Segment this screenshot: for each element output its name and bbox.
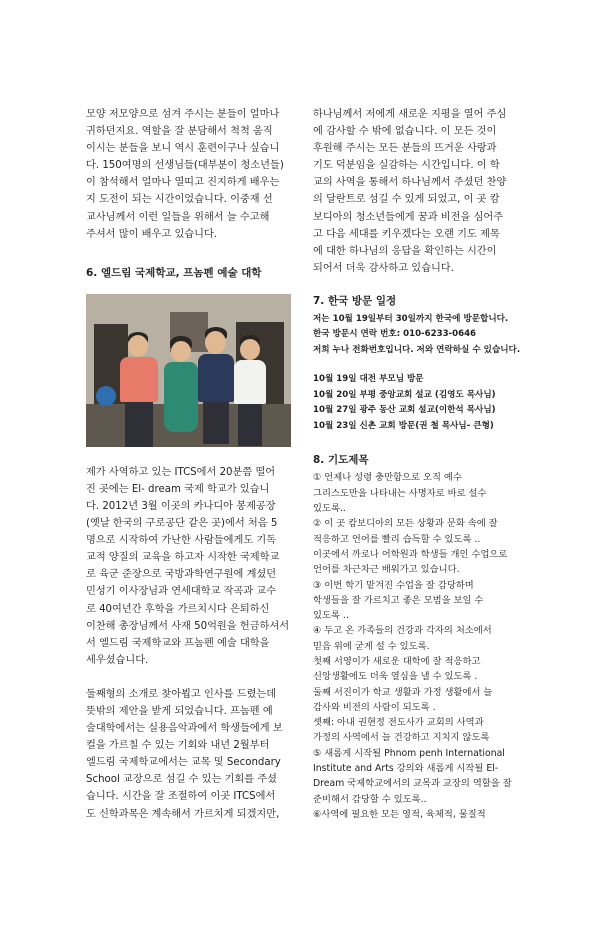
prayer-item: 감사와 비전의 사람이 되도록 .: [313, 701, 436, 713]
text-line: 이 참석해서 얼마나 열띠고 진지하게 배우는: [86, 177, 280, 189]
prayer-list: [313, 470, 518, 822]
right-column: [313, 106, 521, 822]
prayer-item: Dream 국제학교에서의 교목과 교장의 역할을 잘: [313, 778, 512, 790]
text-line: 로 육군 준장으로 국방과학연구원에 계셨던: [86, 569, 277, 581]
text-line: 의 달란트로 섬길 수 있게 되었고, 이 곳 캄: [313, 194, 500, 206]
prayer-item: 적응하고 언어를 빨리 습득할 수 있도록 ..: [313, 533, 481, 545]
prayer-item: ③ 이번 학기 맡겨진 수업을 잘 감당하며: [313, 579, 474, 591]
text-line: (옛날 한국의 구로공단 같은 곳)에서 처음 5: [86, 518, 278, 530]
text-line: 로 40여년간 후학을 가르치시다 은퇴하신: [86, 603, 270, 615]
text-line: 후원해 주시는 모든 분들의 뜨거운 사랑과: [313, 143, 497, 155]
text-line: 귀하던지요. 역할을 잘 분담해서 척척 움직: [86, 126, 273, 138]
text-line: 지 도전이 되는 시간이었습니다. 이중재 선: [86, 194, 273, 206]
text-line: 다. 150여명의 선생님들(대부분이 청소년들): [86, 160, 284, 172]
prayer-item: ② 이 곳 캄보디아의 모든 상황과 문화 속에 잘: [313, 518, 498, 530]
schedule-item: 10월 27일 광주 동산 교회 설교(이한석 목사님): [313, 405, 496, 416]
schedule-item: 10월 19일 대전 부모님 방문: [313, 374, 424, 385]
text-line: 고 다음 세대를 키우겠다는 오랜 기도 제목: [313, 228, 500, 240]
text-line: 이찬해 총장님께서 사재 50억원을 헌금하셔서: [86, 620, 290, 632]
left-column: [86, 106, 291, 823]
text-line: 에 감사할 수 밖에 없습니다. 이 모든 것이: [313, 126, 497, 138]
left-paragraph-1: [86, 106, 291, 243]
prayer-item: 첫째 서영이가 새로운 대학에 잘 적응하고: [313, 656, 481, 667]
schedule-item: 10월 23일 신촌 교회 방문(권 철 목사님- 큰형): [313, 420, 494, 431]
prayer-item: 믿음 위에 굳게 설 수 있도록.: [313, 640, 430, 652]
prayer-item: 언어를 차근차근 배워가고 있습니다.: [313, 564, 460, 576]
prayer-item: ④ 두고 온 가족들의 건강과 각자의 처소에서: [313, 625, 492, 637]
prayer-item: 이곳에서 까로나 어학원과 학생들 개인 수업으로: [313, 548, 508, 560]
text-line: 컬을 가르칠 수 있는 기회와 내년 2월부터: [86, 740, 270, 752]
text-line: 서 엘드림 국제학교와 프놈펜 예술 대학을: [86, 637, 270, 649]
prayer-item: 있도록 ..: [313, 610, 349, 622]
prayer-item: 셋째: 아내 권현정 전도사가 교회의 사역과: [313, 717, 484, 729]
text-line: 주셔서 많이 배우고 있습니다.: [86, 228, 218, 240]
left-paragraph-3: [86, 686, 291, 823]
text-line: 둘째형의 소개로 찾아뵙고 인사를 드렸는데: [86, 688, 277, 700]
text-line: 보디아의 청소년들에게 꿈과 비전을 심어주: [313, 211, 504, 223]
prayer-item: 그리스도만을 나타내는 사명자로 바로 설수: [313, 487, 487, 499]
prayer-item: ① 언제나 성령 충만함으로 오직 예수: [313, 472, 462, 484]
schedule-item: 10월 20일 부평 중앙교회 설교 (김영도 목사님): [313, 389, 496, 400]
prayer-item: 신앙생활에도 더욱 열심을 낼 수 있도록 .: [313, 671, 478, 683]
right-paragraph-1: [313, 106, 518, 277]
prayer-item: ⑥사역에 필요한 모든 영적, 육체적, 물질적: [313, 808, 486, 820]
section-8-heading: 8. 기도제목: [313, 454, 369, 467]
text-line: 습니다. 시간을 잘 조절하여 이곳 ITCS에서: [86, 791, 276, 803]
visit-schedule: [313, 372, 518, 434]
text-line: School 교장으로 섬길 수 있는 기회를 주셨: [86, 774, 278, 786]
text-line: 이시는 분들을 보니 역시 훈련이구나 싶습니: [86, 143, 280, 155]
text-line: 하나님께서 저에게 새로운 지평을 열어 주심: [313, 109, 507, 120]
text-line: 교의 사역을 통해서 하나님께서 주셨던 찬양: [313, 177, 507, 189]
visit-info-line: 저희 누나 전화번호입니다. 저와 연락하실 수 있습니다.: [313, 344, 521, 355]
left-paragraph-2: [86, 464, 291, 669]
text-line: 교적 양질의 교육을 하고자 시작한 국제학교: [86, 552, 280, 564]
prayer-item: Institute and Arts 강의와 새롭게 시작될 El-: [313, 763, 499, 775]
group-photo-icon: [86, 294, 291, 447]
text-line: 교사님께서 이런 일들을 위해서 늘 수고해: [86, 211, 270, 223]
prayer-item: 있도록..: [313, 503, 346, 515]
text-line: 세우셨습니다.: [86, 654, 149, 666]
visit-info: [313, 312, 521, 359]
text-line: 다. 2012년 3월 이곳의 카나디아 봉제공장: [86, 500, 276, 512]
visit-info-line: 저는 10월 19일부터 30일까지 한국에 방문합니다.: [313, 313, 509, 324]
text-line: 모양 저모양으로 섬겨 주시는 분들이 얼마나: [86, 109, 280, 120]
text-line: 술대학에서는 실용음악과에서 학생들에게 보: [86, 723, 283, 735]
prayer-item: 둘째 서진이가 학교 생활과 가정 생활에서 늘: [313, 686, 493, 698]
prayer-item: 가정의 사역에서 늘 건강하고 지치지 않도록: [313, 732, 490, 744]
text-line: 도 신학과목은 계속해서 가르치게 되겠지만,: [86, 808, 280, 820]
section-6-heading: 6. 엘드림 국제학교, 프놈펜 예술 대학: [86, 266, 262, 279]
text-line: 뜻밖의 제안을 받게 되었습니다. 프놈펜 예: [86, 705, 273, 717]
text-line: 제가 사역하고 있는 ITCS에서 20분쯤 떨어: [86, 466, 276, 478]
text-line: 진 곳에는 El- dream 국제 학교가 있습니: [86, 483, 270, 495]
prayer-item: ⑤ 새롭게 시작될 Phnom penh International: [313, 747, 505, 759]
text-line: 엘드림 국제학교에서는 교목 및 Secondary: [86, 757, 281, 769]
prayer-item: 학생들을 잘 가르치고 좋은 모범을 보일 수: [313, 594, 484, 606]
text-line: 되어서 더욱 감사하고 있습니다.: [313, 262, 454, 274]
prayer-item: 준비해서 감당할 수 있도록..: [313, 793, 427, 805]
visit-info-line: 한국 방문시 연락 번호: 010-6233-0646: [313, 329, 477, 340]
text-line: 민성기 이사장님과 연세대학교 작곡과 교수: [86, 586, 277, 598]
section-7-heading: 7. 한국 방문 일정: [313, 294, 397, 307]
text-line: 명으로 시작하여 가난한 사람들에게도 기독: [86, 535, 277, 547]
text-line: 기도 덕분임을 실감하는 시간입니다. 이 학: [313, 160, 500, 172]
text-line: 에 대한 하나님의 응답을 확인하는 시간이: [313, 245, 497, 257]
